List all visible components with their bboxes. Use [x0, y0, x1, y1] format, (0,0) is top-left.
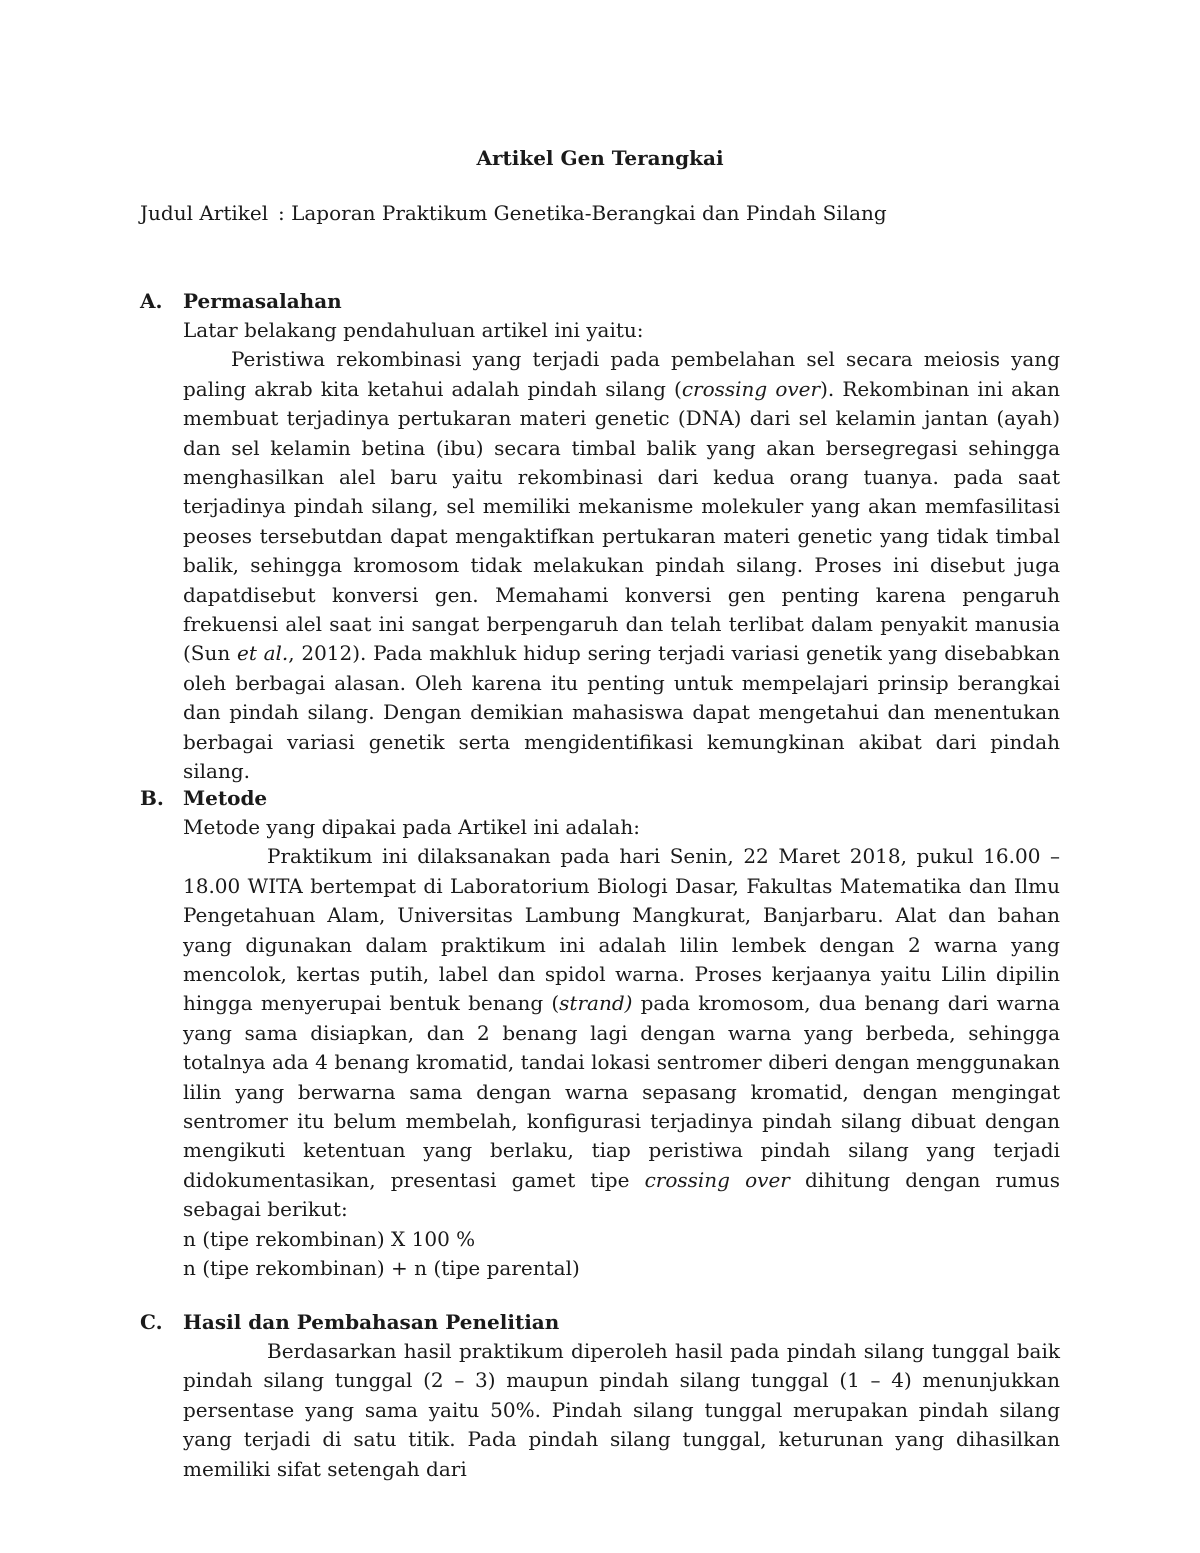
- section-heading: [140, 783, 1060, 813]
- section-title: Metode: [183, 786, 268, 810]
- section-heading: [140, 1307, 1060, 1337]
- text-run: Praktikum ini dilaksanakan pada hari Senin, 22 Maret 2018, pukul 16.00 – 18.00 WITA bertempat di Laboratorium Biologi Dasar, Fakultas Matematika dan Ilmu Pengetahuan Alam, Universitas Lambung Mangkurat, Banjarbaru. Alat dan bahan yang digunakan dalam praktikum ini adalah lilin lembek dengan 2 warna yang mencolok, kertas putih, label dan spidol warna. Proses kerjaanya yaitu Lilin dipilin hingga menyerupai bentuk benang (: [183, 844, 1060, 1016]
- section-body: [183, 1337, 1060, 1484]
- section-permasalahan: [140, 286, 1060, 787]
- text-run: Peristiwa rekombinasi yang terjadi pada pembelahan sel secara meiosis yang paling akrab kita ketahui adalah pindah silang (: [183, 347, 1060, 401]
- section-intro: Metode yang dipakai pada Artikel ini adalah:: [183, 815, 640, 839]
- formula-denominator: n (tipe rekombinan) + n (tipe parental): [183, 1256, 580, 1281]
- paragraph: [183, 842, 1060, 1224]
- paragraph: Berdasarkan hasil praktikum diperoleh hasil pada pindah silang tunggal baik pindah silang tunggal (2 – 3) maupun pindah silang tunggal (1 – 4) menunjukkan persentase yang sama yaitu 50%. Pindah silang tunggal merupakan pindah silang yang terjadi di satu titik. Pada pindah silang tunggal, keturunan yang dihasilkan memiliki sifat setengah dari: [183, 1339, 1060, 1481]
- section-heading: [140, 286, 1060, 316]
- section-letter: B.: [140, 786, 164, 810]
- text-run: dihitung dengan rumus sebagai berikut:: [183, 1167, 1060, 1222]
- subject-label: Judul Artikel: [140, 201, 269, 225]
- section-title: Hasil dan Pembahasan Penelitian: [183, 1310, 560, 1334]
- section-body: [183, 813, 1060, 1284]
- section-intro: Latar belakang pendahuluan artikel ini yaitu:: [183, 318, 644, 342]
- section-title: Permasalahan: [183, 289, 342, 313]
- article-subject-line: [140, 198, 1060, 228]
- section-letter: C.: [140, 1310, 163, 1334]
- italic-term: crossing over: [644, 1167, 790, 1192]
- text-run: , 2012). Pada makhluk hidup sering terjadi variasi genetik yang disebabkan oleh berbagai alasan. Oleh karena itu penting untuk mempelajari prinsip berangkai dan pindah silang. Dengan demikian mahasiswa dapat mengetahui dan menentukan berbagai variasi genetik serta mengidentifikasi kemungkinan akibat dari pindah silang.: [183, 641, 1061, 784]
- formula-numerator: n (tipe rekombinan) X 100 %: [183, 1226, 476, 1251]
- paragraph: [183, 345, 1060, 786]
- italic-term: et al.: [237, 641, 289, 666]
- section-letter: A.: [140, 289, 163, 313]
- italic-term: strand): [559, 991, 633, 1016]
- italic-term: crossing over: [681, 376, 821, 401]
- section-body: [183, 316, 1060, 787]
- text-run: pada kromosom, dua benang dari warna yang sama disiapkan, dan 2 benang lagi dengan warna yang berbeda, sehingga totalnya ada 4 benang kromatid, tandai lokasi sentromer diberi dengan menggunakan lilin yang berwarna sama dengan warna sepasang kromatid, dengan mengingat sentromer itu belum membelah, konfigurasi terjadinya pindah silang dibuat dengan mengikuti ketentuan yang berlaku, tiap peristiwa pindah silang yang terjadi didokumentasikan, presentasi gamet tipe: [183, 991, 1061, 1192]
- document-title: Artikel Gen Terangkai: [476, 146, 724, 170]
- text-run: ). Rekombinan ini akan membuat terjadinya pertukaran materi genetic (DNA) dari sel kelamin jantan (ayah) dan sel kelamin betina (ibu) secara timbal balik yang akan bersegregasi sehingga menghasilkan alel baru yaitu rekombinasi dari kedua orang tuanya. pada saat terjadinya pindah silang, sel memiliki mekanisme molekuler yang akan memfasilitasi peoses tersebutdan dapat mengaktifkan pertukaran materi genetic yang tidak timbal balik, sehingga kromosom tidak melakukan pindah silang. Proses ini disebut juga dapatdisebut konversi gen. Memahami konversi gen penting karena pengaruh frekuensi alel saat ini sangat berpengaruh dan telah terlibat dalam penyakit manusia (Sun: [183, 376, 1060, 666]
- section-hasil-pembahasan: [140, 1307, 1060, 1484]
- subject-value: : Laporan Praktikum Genetika-Berangkai dan Pindah Silang: [278, 201, 887, 225]
- section-metode: [140, 783, 1060, 1284]
